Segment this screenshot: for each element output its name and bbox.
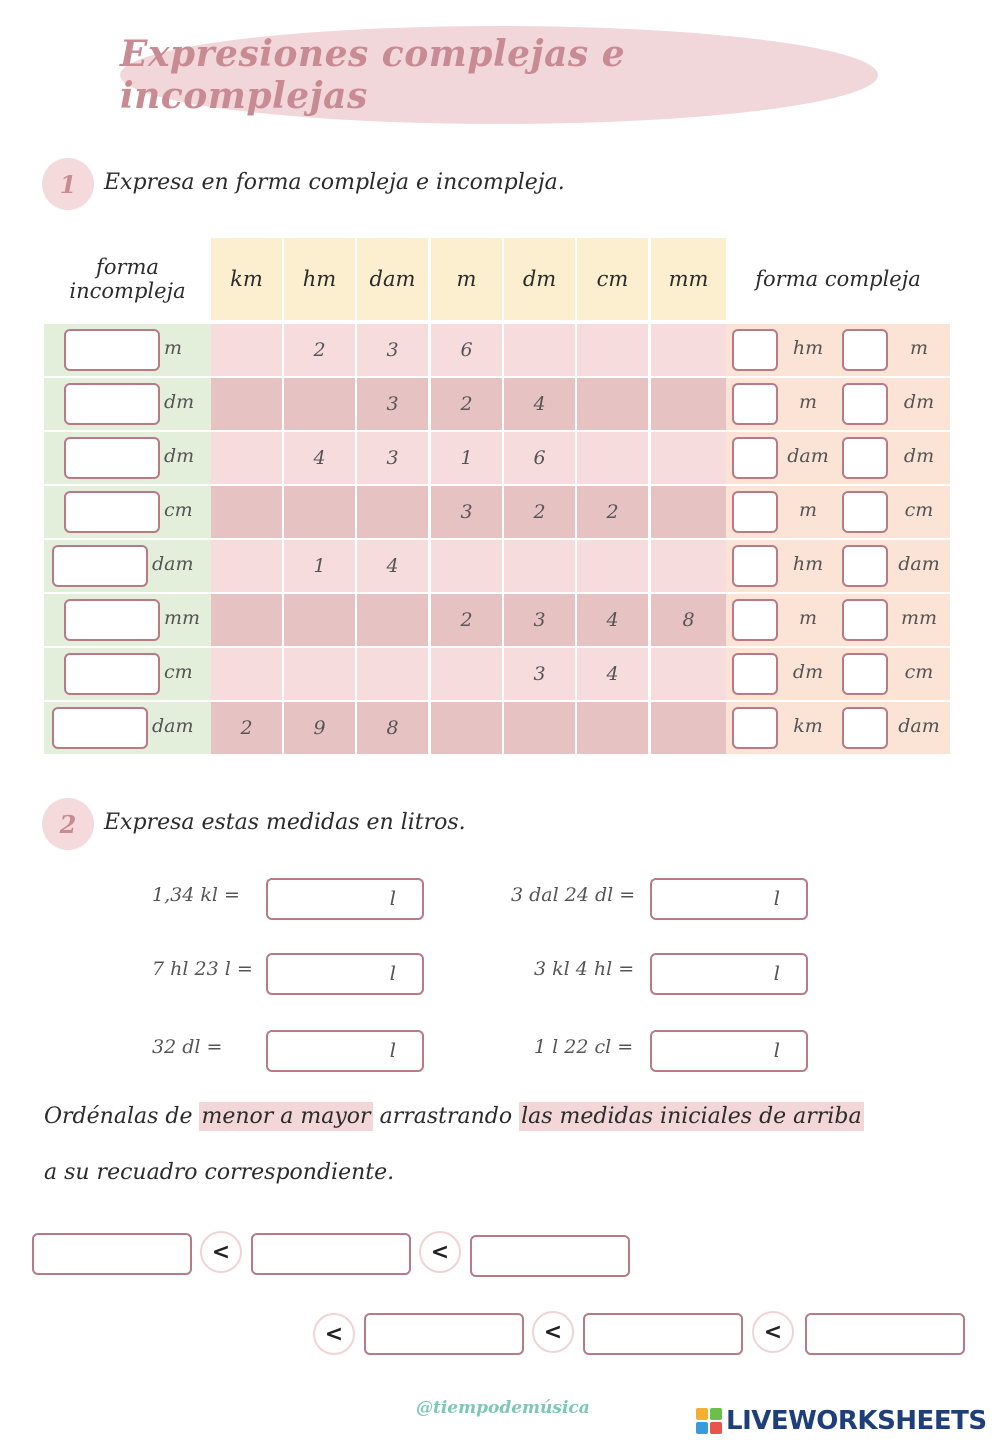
- compleja-unit-label-2: cm: [904, 661, 934, 683]
- compleja-unit-label-2: dm: [903, 445, 935, 467]
- incompleja-cell: [44, 486, 211, 538]
- liter-unit: l: [773, 961, 780, 985]
- incompleja-unit-label: dm: [164, 445, 195, 467]
- liter-unit: l: [389, 1038, 396, 1062]
- table-row: [44, 594, 950, 646]
- incompleja-cell: [44, 594, 211, 646]
- liter-unit: l: [389, 961, 396, 985]
- digit-cell-dm: [504, 702, 577, 754]
- compleja-unit-label-1: m: [798, 499, 818, 521]
- compleja-answer-box-1[interactable]: [732, 329, 778, 371]
- header-unit-dm: dm: [504, 238, 577, 320]
- compleja-answer-box-1[interactable]: [732, 599, 778, 641]
- incompleja-unit-label: dm: [164, 391, 195, 413]
- digit-cell-mm: [651, 648, 726, 700]
- measure-expression: 7 hl 23 l =: [152, 958, 253, 980]
- incompleja-answer-box[interactable]: [64, 653, 160, 695]
- digit-cell-km: [211, 324, 284, 376]
- digit-cell-cm: [577, 324, 650, 376]
- digit-cell-hm: 9: [284, 702, 357, 754]
- digit-cell-mm: [651, 432, 726, 484]
- exercise-2-instruction: Expresa estas medidas en litros.: [104, 810, 466, 835]
- digit-cell-hm: 4: [284, 432, 357, 484]
- compleja-answer-box-1[interactable]: [732, 491, 778, 533]
- logo-square: [696, 1408, 708, 1420]
- digit-cell-hm: 2: [284, 324, 357, 376]
- incompleja-cell: [44, 432, 211, 484]
- digit-cell-dm: 3: [504, 594, 577, 646]
- author-credit: @tiempodemúsica: [416, 1398, 590, 1418]
- compleja-unit-label-1: hm: [792, 337, 824, 359]
- compleja-unit-label-1: m: [798, 391, 818, 413]
- sort-drop-box-4[interactable]: [364, 1313, 524, 1355]
- table-row: [44, 378, 950, 430]
- digit-cell-km: [211, 432, 284, 484]
- table-row: [44, 702, 950, 754]
- answer-box-5[interactable]: [266, 1030, 424, 1072]
- compleja-answer-box-1[interactable]: [732, 437, 778, 479]
- less-than-sign: <: [532, 1311, 574, 1353]
- header-unit-mm: mm: [651, 238, 726, 320]
- sort-drop-box-3[interactable]: [470, 1235, 630, 1277]
- exercise-number-2: 2: [42, 798, 94, 850]
- sort-drop-box-1[interactable]: [32, 1233, 192, 1275]
- digit-cell-dam: 8: [357, 702, 430, 754]
- digit-cell-cm: [577, 378, 650, 430]
- digit-cell-mm: [651, 324, 726, 376]
- header-unit-hm: hm: [284, 238, 357, 320]
- compleja-cell: [726, 378, 950, 430]
- incompleja-unit-label: dam: [152, 715, 194, 737]
- compleja-cell: [726, 432, 950, 484]
- digit-cell-mm: [651, 702, 726, 754]
- sort-drop-box-6[interactable]: [805, 1313, 965, 1355]
- compleja-unit-label-2: m: [909, 337, 929, 359]
- compleja-answer-box-2[interactable]: [842, 383, 888, 425]
- digit-cell-mm: [651, 540, 726, 592]
- sort-drop-box-2[interactable]: [251, 1233, 411, 1275]
- table-row: [44, 648, 950, 700]
- less-than-sign: <: [752, 1311, 794, 1353]
- incompleja-unit-label: dam: [152, 553, 194, 575]
- answer-box-4[interactable]: [650, 953, 808, 995]
- digit-cell-mm: 8: [651, 594, 726, 646]
- digit-cell-hm: [284, 378, 357, 430]
- title-banner: [120, 26, 878, 124]
- digit-cell-hm: [284, 648, 357, 700]
- table-row: [44, 540, 950, 592]
- logo-square: [710, 1408, 722, 1420]
- header-forma-compleja: forma compleja: [755, 267, 921, 291]
- digit-cell-hm: [284, 486, 357, 538]
- incompleja-answer-box[interactable]: [64, 437, 160, 479]
- digit-cell-km: [211, 486, 284, 538]
- highlight-medidas-iniciales: las medidas iniciales de arriba: [521, 1104, 862, 1129]
- measure-expression: 32 dl =: [152, 1036, 223, 1058]
- highlight-menor-a-mayor: menor a mayor: [201, 1104, 371, 1129]
- digit-cell-cm: [577, 540, 650, 592]
- compleja-unit-label-1: km: [793, 715, 823, 737]
- measure-expression: 3 dal 24 dl =: [511, 884, 636, 906]
- compleja-answer-box-1[interactable]: [732, 707, 778, 749]
- digit-cell-dm: [504, 540, 577, 592]
- liveworksheets-brand[interactable]: [696, 1404, 987, 1438]
- liter-unit: l: [773, 1038, 780, 1062]
- incompleja-answer-box[interactable]: [52, 707, 148, 749]
- digit-cell-m: 1: [431, 432, 504, 484]
- digit-cell-km: [211, 378, 284, 430]
- incompleja-unit-label: cm: [164, 499, 193, 521]
- exercise-1-instruction: Expresa en forma compleja e incompleja.: [104, 170, 565, 195]
- table-row: [44, 486, 950, 538]
- compleja-unit-label-2: cm: [904, 499, 934, 521]
- compleja-answer-box-2[interactable]: [842, 653, 888, 695]
- digit-cell-dam: [357, 648, 430, 700]
- incompleja-cell: [44, 324, 211, 376]
- incompleja-cell: [44, 378, 211, 430]
- header-unit-cm: cm: [577, 238, 650, 320]
- digit-cell-cm: 2: [577, 486, 650, 538]
- incompleja-cell: [44, 540, 211, 592]
- compleja-answer-box-2[interactable]: [842, 545, 888, 587]
- digit-cell-m: 2: [431, 594, 504, 646]
- incompleja-answer-box[interactable]: [64, 329, 160, 371]
- digit-cell-cm: [577, 702, 650, 754]
- digit-cell-km: [211, 594, 284, 646]
- incompleja-unit-label: cm: [164, 661, 193, 683]
- header-unit-dam: dam: [357, 238, 430, 320]
- header-unit-km: km: [211, 238, 284, 320]
- incompleja-cell: [44, 702, 211, 754]
- compleja-unit-label-2: mm: [900, 607, 938, 629]
- compleja-cell: [726, 648, 950, 700]
- digit-cell-dam: 3: [357, 378, 430, 430]
- order-text-part2: arrastrando: [379, 1104, 513, 1129]
- incompleja-unit-label: mm: [164, 607, 201, 629]
- digit-cell-m: [431, 702, 504, 754]
- less-than-sign: <: [200, 1231, 242, 1273]
- sort-drop-box-5[interactable]: [583, 1313, 743, 1355]
- compleja-unit-label-2: dm: [903, 391, 935, 413]
- incompleja-answer-box[interactable]: [64, 491, 160, 533]
- less-than-sign: <: [419, 1231, 461, 1273]
- digit-cell-km: 2: [211, 702, 284, 754]
- digit-cell-hm: 1: [284, 540, 357, 592]
- incompleja-unit-label: m: [164, 337, 183, 359]
- order-text-part1: Ordénalas de: [44, 1104, 193, 1129]
- digit-cell-m: 3: [431, 486, 504, 538]
- digit-cell-hm: [284, 594, 357, 646]
- header-forma-incompleja: forma incompleja: [69, 255, 186, 303]
- order-instruction-line2: a su recuadro correspondiente.: [44, 1160, 395, 1185]
- compleja-unit-label-1: dm: [792, 661, 824, 683]
- measure-expression: 3 kl 4 hl =: [534, 958, 635, 980]
- compleja-cell: [726, 486, 950, 538]
- digit-cell-dm: 6: [504, 432, 577, 484]
- measure-expression: 1,34 kl =: [152, 884, 240, 906]
- digit-cell-km: [211, 648, 284, 700]
- answer-box-2[interactable]: [650, 878, 808, 920]
- digit-cell-dam: [357, 486, 430, 538]
- incompleja-answer-box[interactable]: [64, 599, 160, 641]
- digit-cell-mm: [651, 378, 726, 430]
- compleja-unit-label-1: m: [798, 607, 818, 629]
- incompleja-cell: [44, 648, 211, 700]
- compleja-unit-label-2: dam: [898, 553, 940, 575]
- digit-cell-dm: 4: [504, 378, 577, 430]
- table-row: [44, 432, 950, 484]
- compleja-answer-box-1[interactable]: [732, 653, 778, 695]
- compleja-answer-box-2[interactable]: [842, 329, 888, 371]
- compleja-answer-box-1[interactable]: [732, 545, 778, 587]
- compleja-unit-label-1: dam: [787, 445, 829, 467]
- digit-cell-dam: 3: [357, 432, 430, 484]
- answer-box-3[interactable]: [266, 953, 424, 995]
- compleja-answer-box-2[interactable]: [842, 491, 888, 533]
- table-row: [44, 324, 950, 376]
- compleja-unit-label-1: hm: [792, 553, 824, 575]
- less-than-sign: <: [313, 1313, 355, 1355]
- compleja-answer-box-2[interactable]: [842, 707, 888, 749]
- answer-box-6[interactable]: [650, 1030, 808, 1072]
- digit-cell-m: 2: [431, 378, 504, 430]
- compleja-answer-box-1[interactable]: [732, 383, 778, 425]
- answer-box-1[interactable]: [266, 878, 424, 920]
- logo-square: [710, 1422, 722, 1434]
- compleja-answer-box-2[interactable]: [842, 599, 888, 641]
- digit-cell-dam: 4: [357, 540, 430, 592]
- digit-cell-dam: [357, 594, 430, 646]
- compleja-cell: [726, 594, 950, 646]
- digit-cell-mm: [651, 486, 726, 538]
- incompleja-answer-box[interactable]: [52, 545, 148, 587]
- compleja-unit-label-2: dam: [898, 715, 940, 737]
- digit-cell-cm: [577, 432, 650, 484]
- compleja-cell: [726, 702, 950, 754]
- compleja-cell: [726, 540, 950, 592]
- liveworksheets-logo-icon: [696, 1408, 722, 1434]
- digit-cell-m: [431, 540, 504, 592]
- digit-cell-cm: 4: [577, 648, 650, 700]
- measure-expression: 1 l 22 cl =: [534, 1036, 634, 1058]
- digit-cell-dam: 3: [357, 324, 430, 376]
- digit-cell-dm: 2: [504, 486, 577, 538]
- incompleja-answer-box[interactable]: [64, 383, 160, 425]
- page-title: Expresiones complejas e incomplejas: [120, 33, 626, 117]
- digit-cell-m: 6: [431, 324, 504, 376]
- order-instruction-line1: [44, 1104, 864, 1129]
- exercise-number-1: 1: [42, 158, 94, 210]
- compleja-cell: [726, 324, 950, 376]
- digit-cell-km: [211, 540, 284, 592]
- digit-cell-m: [431, 648, 504, 700]
- digit-cell-dm: 3: [504, 648, 577, 700]
- liter-unit: l: [773, 886, 780, 910]
- liter-unit: l: [389, 886, 396, 910]
- compleja-answer-box-2[interactable]: [842, 437, 888, 479]
- brand-name: LIVEWORKSHEETS: [726, 1406, 987, 1436]
- logo-square: [696, 1422, 708, 1434]
- digit-cell-cm: 4: [577, 594, 650, 646]
- header-unit-m: m: [431, 238, 504, 320]
- digit-cell-dm: [504, 324, 577, 376]
